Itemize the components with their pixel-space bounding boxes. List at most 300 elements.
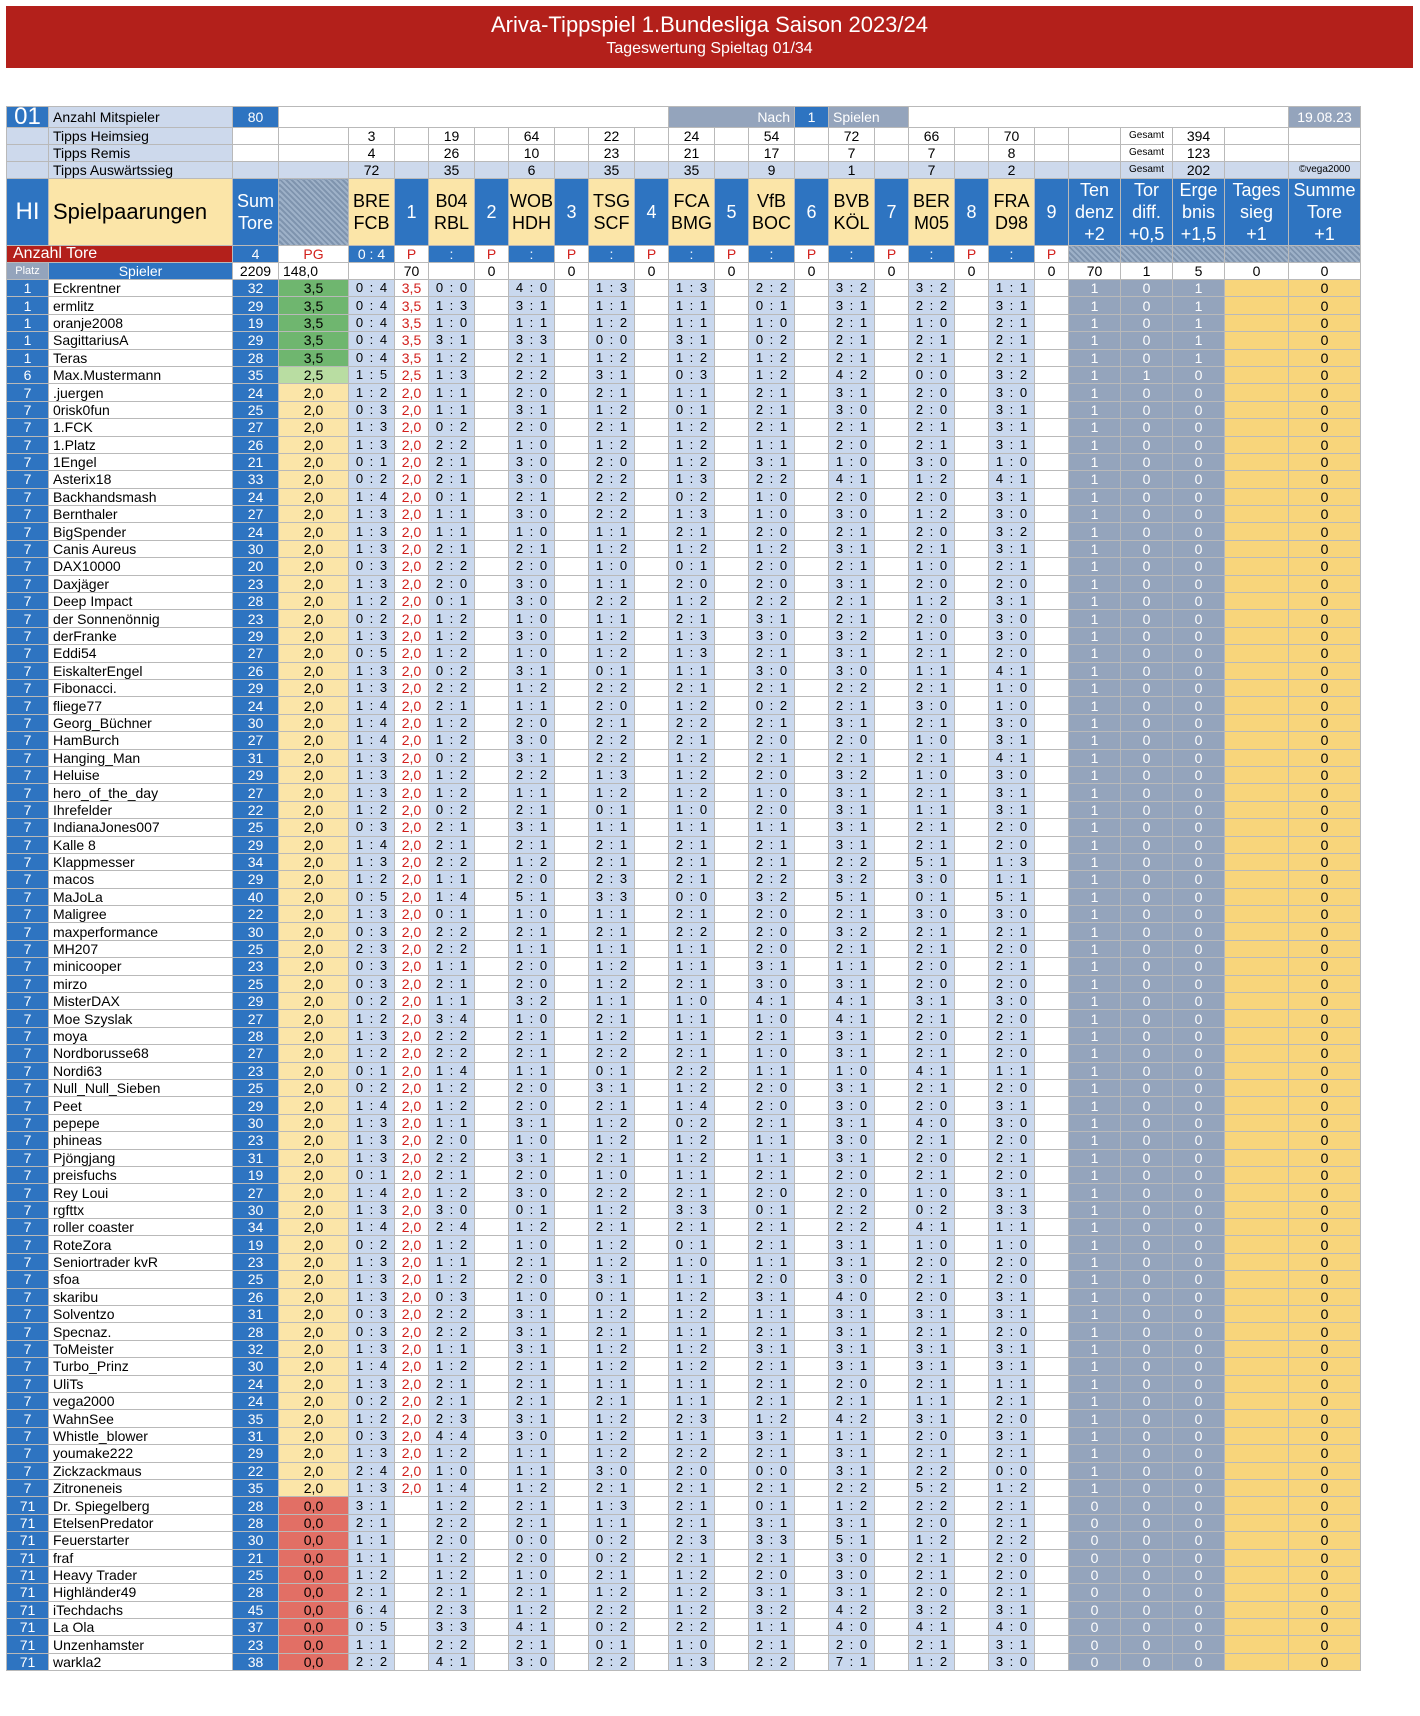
blank-cell xyxy=(475,749,509,766)
aus-count: 6 xyxy=(509,162,555,179)
player-ergebnis: 1 xyxy=(1173,314,1225,331)
player-rank: 7 xyxy=(7,1219,49,1236)
player-tordiff: 0 xyxy=(1121,888,1173,905)
player-tip: 3 : 1 xyxy=(989,1184,1035,1201)
player-tip: 1 : 2 xyxy=(429,1358,475,1375)
gesamt-label: Gesamt xyxy=(1121,128,1173,145)
blank-cell xyxy=(555,1566,589,1583)
player-tendenz: 1 xyxy=(1069,662,1121,679)
blank-cell xyxy=(7,128,49,145)
player-pg: 2,0 xyxy=(279,958,349,975)
player-tip: 2 : 1 xyxy=(909,679,955,696)
player-row xyxy=(7,836,1361,853)
blank-cell xyxy=(875,593,909,610)
player-tip: 0 : 1 xyxy=(349,453,395,470)
player-tip: 1 : 2 xyxy=(429,1271,475,1288)
player-sum-tore: 26 xyxy=(233,1288,279,1305)
blank-cell xyxy=(475,401,509,418)
aus-label: Tipps Auswärtssieg xyxy=(49,162,233,179)
player-tordiff: 0 xyxy=(1121,436,1173,453)
player-points: 2,0 xyxy=(395,1340,429,1357)
player-summe: 0 xyxy=(1289,1497,1361,1514)
player-tip: 2 : 1 xyxy=(749,401,795,418)
player-summe: 0 xyxy=(1289,540,1361,557)
blank-cell xyxy=(1035,1653,1069,1670)
player-tip: 1 : 3 xyxy=(989,853,1035,870)
player-tagessieg xyxy=(1225,280,1289,297)
player-row xyxy=(7,1097,1361,1114)
player-rank: 71 xyxy=(7,1566,49,1583)
blank-cell xyxy=(1035,575,1069,592)
player-row xyxy=(7,1497,1361,1514)
blank-cell xyxy=(635,1045,669,1062)
blank-cell xyxy=(955,645,989,662)
blank-cell xyxy=(955,732,989,749)
blank-cell xyxy=(955,401,989,418)
heim-count: 3 xyxy=(349,128,395,145)
blank-cell xyxy=(875,1132,909,1149)
player-tip: 2 : 2 xyxy=(429,558,475,575)
player-tip: 2 : 2 xyxy=(589,732,635,749)
player-summe: 0 xyxy=(1289,314,1361,331)
player-tordiff: 0 xyxy=(1121,575,1173,592)
blank-cell xyxy=(715,958,749,975)
player-tip: 1 : 1 xyxy=(669,819,715,836)
blank-cell xyxy=(475,1653,509,1670)
blank-cell xyxy=(669,263,715,280)
player-tip: 0 : 3 xyxy=(349,1306,395,1323)
blank-cell xyxy=(555,1219,589,1236)
p-label: P xyxy=(475,246,509,263)
player-pg: 2,0 xyxy=(279,1410,349,1427)
heim-count: 70 xyxy=(989,128,1035,145)
player-rank: 7 xyxy=(7,1027,49,1044)
player-sum-tore: 28 xyxy=(233,349,279,366)
player-tip: 3 : 0 xyxy=(989,906,1035,923)
player-tip: 3 : 0 xyxy=(509,1427,555,1444)
player-row xyxy=(7,714,1361,731)
blank-cell xyxy=(715,280,749,297)
player-tordiff: 0 xyxy=(1121,958,1173,975)
player-tip: 2 : 2 xyxy=(749,471,795,488)
player-tip: 0 : 4 xyxy=(349,314,395,331)
player-sum-tore: 29 xyxy=(233,993,279,1010)
player-tip: 1 : 1 xyxy=(349,1532,395,1549)
player-tip: 1 : 1 xyxy=(749,1132,795,1149)
blank-cell xyxy=(795,749,829,766)
blank-cell xyxy=(555,471,589,488)
player-sum-tore: 23 xyxy=(233,1253,279,1270)
player-row xyxy=(7,593,1361,610)
player-tendenz: 1 xyxy=(1069,1462,1121,1479)
player-tip: 2 : 0 xyxy=(989,1045,1035,1062)
blank-cell xyxy=(635,1393,669,1410)
player-name: ToMeister xyxy=(49,1340,233,1357)
blank-cell xyxy=(715,1271,749,1288)
player-tip: 2 : 1 xyxy=(669,1184,715,1201)
player-tordiff: 0 xyxy=(1121,1445,1173,1462)
blank-cell xyxy=(715,1549,749,1566)
player-tip: 2 : 0 xyxy=(909,1514,955,1531)
player-tip: 2 : 1 xyxy=(749,645,795,662)
player-tip: 3 : 1 xyxy=(829,836,875,853)
blank-cell xyxy=(555,1619,589,1636)
player-tip: 1 : 4 xyxy=(429,1479,475,1496)
blank-cell xyxy=(795,419,829,436)
blank-cell xyxy=(955,1323,989,1340)
blank-cell xyxy=(955,1566,989,1583)
player-ergebnis: 0 xyxy=(1173,1653,1225,1670)
player-tagessieg xyxy=(1225,1323,1289,1340)
blank-cell xyxy=(955,1114,989,1131)
blank-cell xyxy=(715,819,749,836)
player-summe: 0 xyxy=(1289,679,1361,696)
blank-cell xyxy=(715,1184,749,1201)
blank-cell xyxy=(1035,1079,1069,1096)
player-pg: 2,0 xyxy=(279,645,349,662)
player-tip: 2 : 1 xyxy=(749,749,795,766)
tordiff-header: Tor diff. +0,5 xyxy=(1121,179,1173,246)
player-tip: 1 : 2 xyxy=(589,1410,635,1427)
player-name: macos xyxy=(49,871,233,888)
player-tip: 1 : 0 xyxy=(749,314,795,331)
player-tendenz: 1 xyxy=(1069,540,1121,557)
blank-cell xyxy=(1035,1479,1069,1496)
player-tendenz: 0 xyxy=(1069,1549,1121,1566)
blank-cell xyxy=(715,1532,749,1549)
player-tip: 3 : 1 xyxy=(829,645,875,662)
player-points: 2,0 xyxy=(395,436,429,453)
player-tip: 1 : 4 xyxy=(429,888,475,905)
player-tip: 3 : 1 xyxy=(989,1097,1035,1114)
player-sum-tore: 27 xyxy=(233,1045,279,1062)
blank-cell xyxy=(795,906,829,923)
blank-cell xyxy=(795,593,829,610)
blank-cell xyxy=(715,1358,749,1375)
player-rank: 7 xyxy=(7,871,49,888)
player-tip: 1 : 1 xyxy=(589,940,635,957)
player-tip: 3 : 1 xyxy=(829,1149,875,1166)
blank-cell xyxy=(635,940,669,957)
player-name: roller coaster xyxy=(49,1219,233,1236)
player-tip: 1 : 4 xyxy=(349,714,395,731)
player-tip: 2 : 1 xyxy=(989,332,1035,349)
player-tendenz: 1 xyxy=(1069,1445,1121,1462)
blank-cell xyxy=(635,1271,669,1288)
player-points: 2,0 xyxy=(395,593,429,610)
hatch-cell xyxy=(1121,246,1173,263)
blank-cell xyxy=(635,1619,669,1636)
player-tip: 2 : 1 xyxy=(829,610,875,627)
blank-cell xyxy=(555,332,589,349)
player-tendenz: 1 xyxy=(1069,923,1121,940)
player-tordiff: 0 xyxy=(1121,471,1173,488)
player-tip: 2 : 1 xyxy=(749,714,795,731)
player-tendenz: 1 xyxy=(1069,419,1121,436)
player-name: Turbo_Prinz xyxy=(49,1358,233,1375)
blank-cell xyxy=(909,263,955,280)
blank-cell xyxy=(475,627,509,644)
blank-cell xyxy=(555,766,589,783)
blank-cell xyxy=(875,766,909,783)
player-tip: 2 : 2 xyxy=(589,471,635,488)
player-tip: 3 : 3 xyxy=(749,1532,795,1549)
player-tip: 3 : 2 xyxy=(509,993,555,1010)
heim-count: 72 xyxy=(829,128,875,145)
player-row xyxy=(7,1149,1361,1166)
blank-cell xyxy=(1035,801,1069,818)
blank-cell xyxy=(715,1132,749,1149)
blank-cell xyxy=(715,558,749,575)
blank-cell xyxy=(795,1306,829,1323)
spieler-header: Spieler xyxy=(49,263,233,280)
blank-cell xyxy=(475,419,509,436)
player-tagessieg xyxy=(1225,523,1289,540)
blank-cell xyxy=(1035,1097,1069,1114)
player-tendenz: 1 xyxy=(1069,766,1121,783)
blank-cell xyxy=(635,1010,669,1027)
player-tip: 3 : 3 xyxy=(509,332,555,349)
player-tendenz: 1 xyxy=(1069,975,1121,992)
player-tip: 1 : 0 xyxy=(909,627,955,644)
player-tip: 2 : 3 xyxy=(429,1601,475,1618)
player-pg: 2,0 xyxy=(279,488,349,505)
player-name: Zitroneneis xyxy=(49,1479,233,1496)
player-row xyxy=(7,1549,1361,1566)
player-tagessieg xyxy=(1225,593,1289,610)
blank-cell xyxy=(795,1323,829,1340)
player-row xyxy=(7,1323,1361,1340)
player-rank: 7 xyxy=(7,1410,49,1427)
player-points: 2,0 xyxy=(395,1445,429,1462)
blank-cell xyxy=(795,766,829,783)
player-sum-tore: 30 xyxy=(233,1114,279,1131)
blank-cell xyxy=(795,975,829,992)
blank-cell xyxy=(955,749,989,766)
player-sum-tore: 38 xyxy=(233,1653,279,1670)
player-tordiff: 0 xyxy=(1121,714,1173,731)
blank-cell xyxy=(555,1497,589,1514)
player-tip: 2 : 1 xyxy=(909,1166,955,1183)
blank-cell xyxy=(475,766,509,783)
tore-sum: 4 xyxy=(233,246,279,263)
blank-cell xyxy=(635,453,669,470)
nach-label: Nach xyxy=(669,107,795,128)
player-tip: 2 : 0 xyxy=(909,610,955,627)
player-tendenz: 1 xyxy=(1069,819,1121,836)
blank-cell xyxy=(555,732,589,749)
player-tip: 3 : 1 xyxy=(989,1601,1035,1618)
blank-cell xyxy=(555,1636,589,1653)
player-sum-tore: 30 xyxy=(233,923,279,940)
blank-cell xyxy=(875,401,909,418)
player-points xyxy=(395,1601,429,1618)
player-tip: 1 : 0 xyxy=(509,1288,555,1305)
player-tendenz: 1 xyxy=(1069,1010,1121,1027)
player-tendenz: 0 xyxy=(1069,1566,1121,1583)
player-tip: 2 : 1 xyxy=(749,1636,795,1653)
player-tip: 2 : 1 xyxy=(589,836,635,853)
blank-cell xyxy=(715,766,749,783)
match-number: 9 xyxy=(1035,179,1069,246)
blank-cell xyxy=(795,1497,829,1514)
player-pg: 2,0 xyxy=(279,662,349,679)
player-row xyxy=(7,679,1361,696)
player-tip: 2 : 1 xyxy=(509,1584,555,1601)
player-tip: 3 : 1 xyxy=(749,958,795,975)
blank-cell xyxy=(475,506,509,523)
player-tip: 1 : 1 xyxy=(669,958,715,975)
blank-cell xyxy=(955,975,989,992)
blank-cell xyxy=(1035,349,1069,366)
player-sum-tore: 28 xyxy=(233,1323,279,1340)
blank-cell xyxy=(1069,162,1121,179)
player-tip: 2 : 1 xyxy=(749,1479,795,1496)
blank-cell xyxy=(555,401,589,418)
blank-cell xyxy=(475,558,509,575)
player-tordiff: 0 xyxy=(1121,332,1173,349)
player-points: 2,0 xyxy=(395,1079,429,1096)
player-tip: 1 : 2 xyxy=(429,1097,475,1114)
player-tip: 1 : 2 xyxy=(589,975,635,992)
blank-cell xyxy=(875,1514,909,1531)
player-sum-tore: 35 xyxy=(233,366,279,383)
player-tip: 2 : 2 xyxy=(589,749,635,766)
blank-cell xyxy=(875,1601,909,1618)
player-tip: 2 : 1 xyxy=(349,1514,395,1531)
blank-cell xyxy=(555,888,589,905)
player-row xyxy=(7,766,1361,783)
blank-cell xyxy=(715,332,749,349)
blank-cell xyxy=(475,488,509,505)
player-ergebnis: 0 xyxy=(1173,1114,1225,1131)
player-pg: 2,0 xyxy=(279,1219,349,1236)
player-pg: 2,0 xyxy=(279,1288,349,1305)
player-tip: 1 : 0 xyxy=(989,697,1035,714)
blank-cell xyxy=(715,784,749,801)
blank-cell xyxy=(475,1549,509,1566)
blank-cell xyxy=(635,1097,669,1114)
blank-cell xyxy=(589,263,635,280)
player-name: oranje2008 xyxy=(49,314,233,331)
player-summe: 0 xyxy=(1289,958,1361,975)
player-tip: 3 : 1 xyxy=(749,1288,795,1305)
player-rank: 7 xyxy=(7,1184,49,1201)
blank-cell xyxy=(795,940,829,957)
blank-cell xyxy=(795,1532,829,1549)
blank-cell xyxy=(555,645,589,662)
player-tip: 2 : 1 xyxy=(909,1375,955,1392)
player-tip: 1 : 3 xyxy=(429,366,475,383)
blank-cell xyxy=(475,1166,509,1183)
player-tip: 4 : 1 xyxy=(989,662,1035,679)
heim-count: 19 xyxy=(429,128,475,145)
player-name: Backhandsmash xyxy=(49,488,233,505)
blank-cell xyxy=(715,1462,749,1479)
spielen-label: Spielen xyxy=(829,107,909,128)
blank-cell xyxy=(875,575,909,592)
player-tip: 3 : 1 xyxy=(909,993,955,1010)
totals-row xyxy=(7,263,1361,280)
blank-cell xyxy=(795,575,829,592)
player-ergebnis: 0 xyxy=(1173,871,1225,888)
player-tordiff: 0 xyxy=(1121,697,1173,714)
player-tendenz: 1 xyxy=(1069,627,1121,644)
player-rank: 1 xyxy=(7,280,49,297)
blank-cell xyxy=(715,1584,749,1601)
player-tip: 2 : 0 xyxy=(909,1027,955,1044)
blank-cell xyxy=(475,366,509,383)
player-sum-tore: 30 xyxy=(233,1201,279,1218)
blank-cell xyxy=(795,958,829,975)
player-tip: 1 : 1 xyxy=(589,993,635,1010)
player-tip: 2 : 1 xyxy=(989,1149,1035,1166)
player-rank: 7 xyxy=(7,488,49,505)
player-tendenz: 1 xyxy=(1069,801,1121,818)
player-row xyxy=(7,384,1361,401)
player-points: 2,0 xyxy=(395,871,429,888)
player-tip: 2 : 1 xyxy=(509,836,555,853)
player-tordiff: 0 xyxy=(1121,1340,1173,1357)
player-tip: 3 : 1 xyxy=(989,593,1035,610)
player-tordiff: 0 xyxy=(1121,1062,1173,1079)
blank-cell xyxy=(875,297,909,314)
player-tip: 2 : 0 xyxy=(749,1271,795,1288)
blank-cell xyxy=(555,819,589,836)
player-ergebnis: 0 xyxy=(1173,1027,1225,1044)
player-tip: 2 : 0 xyxy=(589,453,635,470)
blank-cell xyxy=(635,1114,669,1131)
player-tip: 1 : 0 xyxy=(749,506,795,523)
player-tordiff: 0 xyxy=(1121,749,1173,766)
player-sum-tore: 30 xyxy=(233,1532,279,1549)
blank-cell xyxy=(875,662,909,679)
blank-cell xyxy=(875,1062,909,1079)
player-tendenz: 1 xyxy=(1069,593,1121,610)
player-points: 2,0 xyxy=(395,488,429,505)
blank-cell xyxy=(635,1497,669,1514)
player-sum-tore: 29 xyxy=(233,297,279,314)
player-tip: 2 : 0 xyxy=(749,1184,795,1201)
player-tip: 1 : 2 xyxy=(429,627,475,644)
hatch-cell xyxy=(1173,246,1225,263)
blank-cell xyxy=(955,871,989,888)
blank-cell xyxy=(1035,697,1069,714)
player-tip: 4 : 0 xyxy=(829,1288,875,1305)
player-tip: 2 : 0 xyxy=(749,923,795,940)
player-tip: 1 : 0 xyxy=(669,1253,715,1270)
blank-cell xyxy=(1035,975,1069,992)
player-tordiff: 0 xyxy=(1121,1497,1173,1514)
player-tip: 2 : 1 xyxy=(749,1114,795,1131)
player-tip: 1 : 0 xyxy=(909,1184,955,1201)
player-rank: 7 xyxy=(7,471,49,488)
player-summe: 0 xyxy=(1289,662,1361,679)
player-tordiff: 0 xyxy=(1121,558,1173,575)
blank-cell xyxy=(1035,732,1069,749)
player-sum-tore: 40 xyxy=(233,888,279,905)
blank-cell xyxy=(875,540,909,557)
player-tip: 1 : 4 xyxy=(349,732,395,749)
player-summe: 0 xyxy=(1289,1271,1361,1288)
player-name: ermlitz xyxy=(49,297,233,314)
blank-cell xyxy=(795,662,829,679)
player-rank: 7 xyxy=(7,853,49,870)
player-pg: 2,5 xyxy=(279,366,349,383)
player-summe: 0 xyxy=(1289,853,1361,870)
player-tip: 2 : 1 xyxy=(989,923,1035,940)
blank-cell xyxy=(875,958,909,975)
